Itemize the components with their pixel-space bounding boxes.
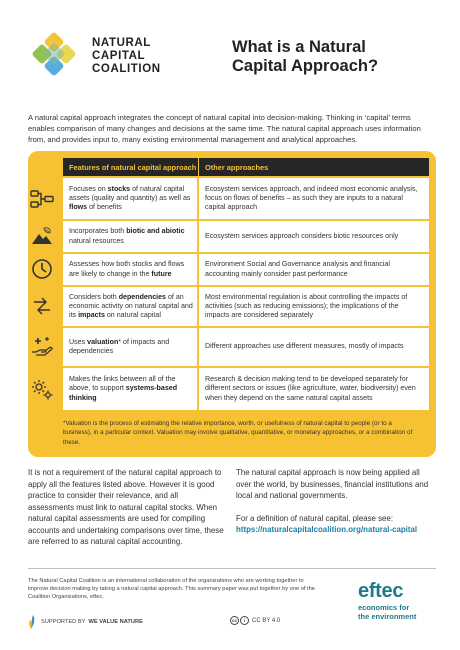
organization-logo-text	[92, 37, 161, 76]
supported-by	[28, 614, 143, 630]
feature-cell	[63, 221, 199, 252]
table-row	[63, 254, 429, 285]
table-row	[63, 287, 429, 326]
footer-divider	[28, 568, 436, 569]
header-features: Features of natural capital approach	[63, 158, 199, 176]
feature-text-run: Considers both	[69, 292, 119, 301]
feature-text-run: Uses	[69, 337, 88, 346]
supporter-name: WE VALUE NATURE	[88, 619, 143, 625]
valuation-hand-icon	[30, 334, 54, 358]
we-value-nature-logo-icon	[28, 614, 36, 630]
body-right-column	[236, 467, 436, 547]
feature-text-run: of an economic activity on natural capital and its	[69, 292, 193, 320]
attribution-icon: i	[240, 616, 249, 625]
table-row	[63, 368, 429, 410]
other-approach-cell: Different approaches use different measures, mostly of impacts	[205, 342, 404, 351]
other-approach-cell: Ecosystem services approach, and indeed most economic analysis, focus on flows of benefits – as such they are inputs to a natural capital approach	[205, 184, 418, 212]
systems-gears-icon	[30, 377, 54, 401]
title-line: What is a Natural	[232, 38, 366, 56]
feature-text	[69, 338, 193, 356]
feature-text-run: natural resources	[69, 236, 124, 245]
feature-text-run: Incorporates both	[69, 227, 127, 236]
header-other-approaches: Other approaches	[205, 163, 269, 172]
feature-cell	[63, 328, 199, 366]
logo-line: COALITION	[92, 63, 161, 75]
feature-text	[69, 227, 193, 245]
clock-icon	[30, 257, 54, 281]
table-header	[63, 158, 429, 176]
feature-keyword: flows	[69, 203, 88, 212]
definition-prompt	[236, 513, 436, 536]
supported-prefix: SUPPORTED BY	[41, 619, 86, 625]
other-approach-cell: Environment Social and Governance analysis and financial accounting mainly consider past performance	[205, 260, 390, 278]
feature-keyword: future	[151, 269, 172, 278]
feature-text-run: * of impacts and dependencies	[69, 337, 170, 355]
eftec-logo	[358, 580, 438, 621]
feature-cell	[63, 254, 199, 285]
feature-text-run: Assesses how both stocks and flows are likely to change in the	[69, 260, 185, 278]
natural-capital-definition-link[interactable]: https://naturalcapitalcoalition.org/natural-capital	[236, 525, 418, 534]
footer-description: The Natural Capital Coalition is an international collaboration of the organizations who are working together to improve decision making by taking a natural capital approach. This summary paper was put together by one of the Coalition Organizations, eftec.	[28, 578, 315, 600]
table-row	[63, 221, 429, 252]
feature-text	[69, 375, 193, 403]
other-approach-cell: Ecosystem services approach considers biotic resources only	[205, 231, 399, 240]
tagline-line: economics for	[358, 603, 410, 612]
title-line: Capital Approach?	[232, 57, 379, 75]
logo-line: CAPITAL	[92, 50, 146, 62]
feature-text-run: of natural capital assets (quality and quantity) as well as	[69, 184, 191, 202]
eftec-tagline	[358, 604, 438, 621]
intro-paragraph: A natural capital approach integrates the concept of natural capital into decision-making. Thinking in ‘capital’ terms enables comparison of many changes and decisions at the same time. The natural capital approach uses information from, and provides input to, many existing environmental management and analytical approaches.	[28, 113, 421, 145]
feature-cell	[63, 287, 199, 326]
feature-text	[69, 185, 193, 213]
comparison-table	[63, 158, 429, 410]
feature-text-run: Focuses on	[69, 184, 108, 193]
feature-keyword: stocks	[107, 184, 131, 193]
body-left-paragraph: It is not a requirement of the natural capital approach to apply all the features listed above. However it is good practice to consider their relevance, and all assessments must link to natural capital stocks. When natural capital assessments are used for compiling accounts and undertaking comparisons over time, these are referred to as natural capital accounting.	[28, 468, 224, 546]
page-header	[0, 0, 460, 95]
stocks-flows-icon	[30, 187, 54, 211]
exchange-arrows-icon	[30, 294, 54, 318]
license-label: CC BY 4.0	[252, 617, 281, 624]
natural-capital-coalition-logo-icon	[28, 28, 80, 80]
feature-cell	[63, 178, 199, 219]
feature-text-run: Makes the links between all of the above, to support	[69, 375, 176, 393]
table-row	[63, 178, 429, 219]
other-approach-cell: Most environmental regulation is about controlling the impacts of activities (such as reducing emissions); the implications of the impacts are considered separately	[205, 292, 408, 320]
biotic-abiotic-icon	[30, 224, 54, 248]
feature-text	[69, 293, 193, 321]
page-title	[232, 38, 442, 76]
feature-cell	[63, 368, 199, 410]
feature-keyword: valuation	[87, 337, 119, 346]
other-approach-cell: Research & decision making tend to be developed separately for different sectors or issues (like agriculture, water, biodiversity) even when they depend on the same natural capital assets	[205, 375, 416, 402]
feature-text-run: on natural capital	[104, 311, 161, 320]
tagline-line: the environment	[358, 611, 417, 621]
license-badge	[230, 616, 280, 625]
feature-keyword: biotic and abiotic	[126, 227, 185, 236]
definition-prompt-text: For a definition of natural capital, please see:	[236, 513, 394, 523]
feature-text	[69, 260, 193, 278]
feature-keyword: systems-based thinking	[69, 384, 178, 402]
feature-keyword: dependencies	[118, 292, 166, 301]
creative-commons-icon: cc	[231, 618, 237, 623]
feature-keyword: impacts	[78, 311, 105, 320]
table-row	[63, 328, 429, 366]
feature-text-run: of benefits	[87, 203, 122, 212]
valuation-footnote: *Valuation is the process of estimating the relative importance, worth, or usefulness of natural capital to people (or to a business), in a particular context. Valuation may involve qualitative, quantitative, or monetary approaches, or a combination of these.	[63, 420, 413, 446]
logo-line: NATURAL	[92, 37, 151, 49]
eftec-wordmark: eftec	[358, 580, 404, 602]
body-right-paragraph: The natural capital approach is now being applied all over the world, by businesses, financial institutions and local and national governments.	[236, 468, 429, 500]
